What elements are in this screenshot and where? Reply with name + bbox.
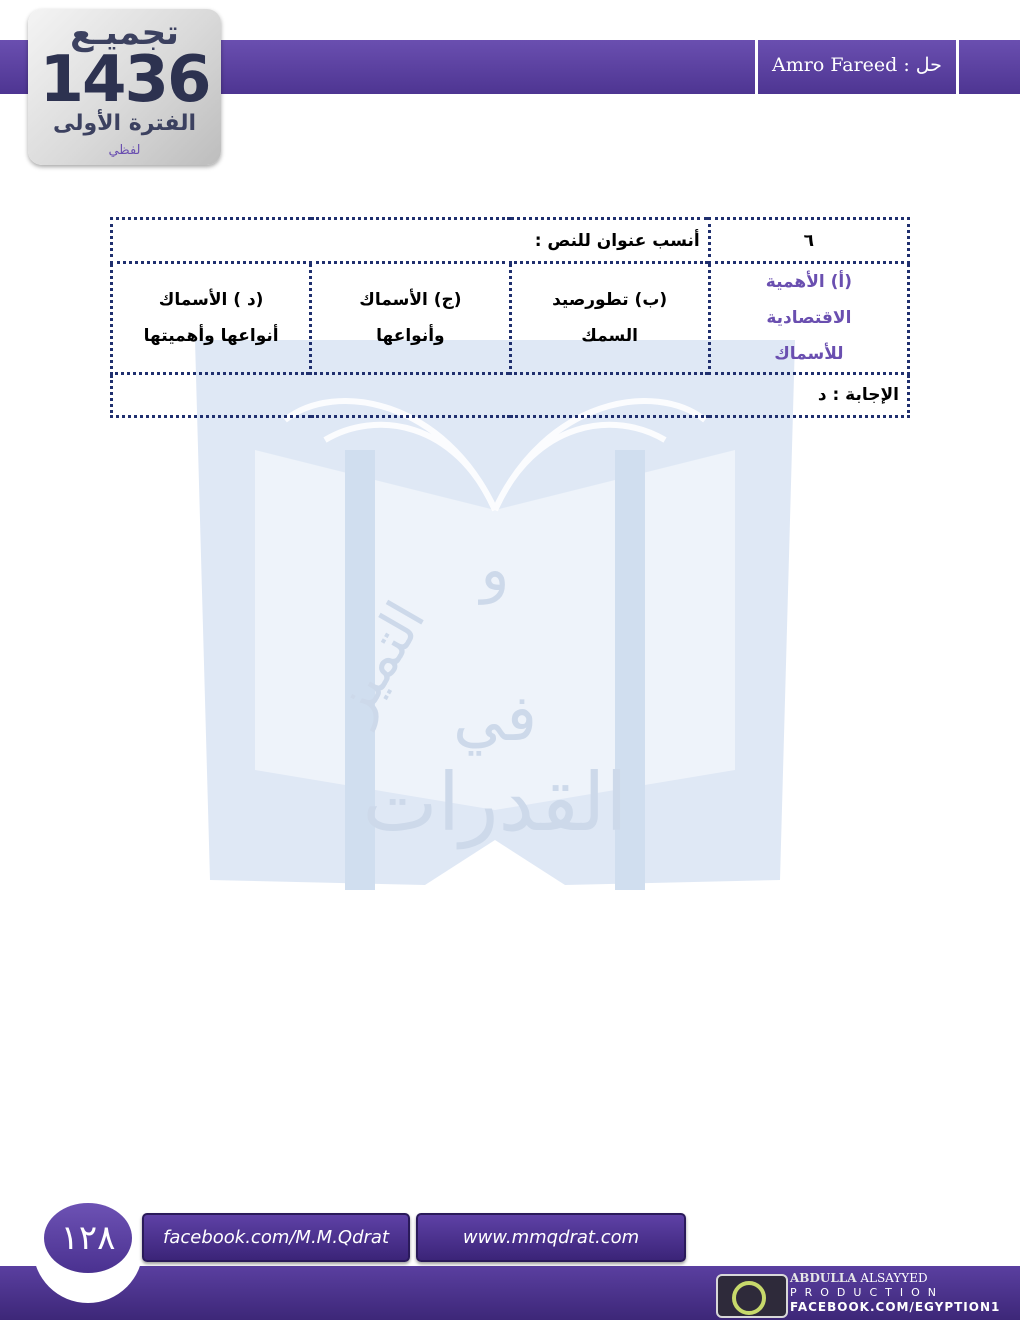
- facebook-link[interactable]: facebook.com/M.M.Qdrat: [142, 1213, 410, 1262]
- producer-credit: [716, 1271, 1016, 1317]
- producer-name-rest: ALSAYYED: [856, 1271, 928, 1285]
- answer-row: [112, 374, 909, 417]
- producer-name: [790, 1271, 928, 1285]
- header-divider: [956, 40, 959, 94]
- logo-tag: لفظي: [108, 143, 141, 158]
- option-b-line: السمك: [581, 326, 638, 346]
- option-d-line: (د ) الأسماك: [158, 290, 264, 310]
- option-a-line: للأسماك: [774, 344, 844, 364]
- options-row: [112, 263, 909, 374]
- option-c-line: وأنواعها: [376, 326, 445, 346]
- question-header-row: [112, 219, 909, 263]
- producer-word: PRODUCTION: [790, 1286, 944, 1299]
- website-link[interactable]: www.mmqdrat.com: [416, 1213, 686, 1262]
- logo-year: 1436: [39, 43, 210, 117]
- producer-url[interactable]: FACEBOOK.COM/EGYPTION1: [790, 1300, 1001, 1314]
- logo-subtitle: الفترة الأولى: [52, 111, 197, 136]
- producer-name-bold: ABDULLA: [790, 1271, 857, 1285]
- page-number: ١٢٨: [44, 1203, 132, 1273]
- watermark-text: و: [480, 535, 510, 605]
- camera-lens-icon: [716, 1274, 788, 1318]
- option-a-line: الاقتصادية: [766, 308, 852, 328]
- question-stem: أنسب عنوان للنص :: [112, 219, 710, 263]
- watermark-text: القدرات: [362, 756, 628, 849]
- option-d[interactable]: [112, 263, 311, 374]
- option-c-line: (ج) الأسماك: [359, 290, 462, 310]
- option-b-line: (ب) تطورصيد: [552, 290, 668, 310]
- option-d-line: أنواعها وأهميتها: [143, 326, 279, 346]
- option-a[interactable]: [709, 263, 908, 374]
- option-b[interactable]: [510, 263, 709, 374]
- answer-text: الإجابة : د: [112, 374, 909, 417]
- question-table: [110, 217, 910, 418]
- watermark-text: في: [453, 682, 537, 756]
- option-a-line: (أ) الأهمية: [765, 272, 852, 292]
- book-watermark: [195, 340, 795, 900]
- logo-title: تجميـع: [70, 13, 179, 53]
- author-label: حل : Amro Fareed: [772, 54, 942, 76]
- watermark-text: التميز: [320, 590, 438, 731]
- header-divider: [755, 40, 758, 94]
- question-number: ٦: [709, 219, 908, 263]
- collection-logo: [28, 9, 221, 165]
- option-c[interactable]: [311, 263, 510, 374]
